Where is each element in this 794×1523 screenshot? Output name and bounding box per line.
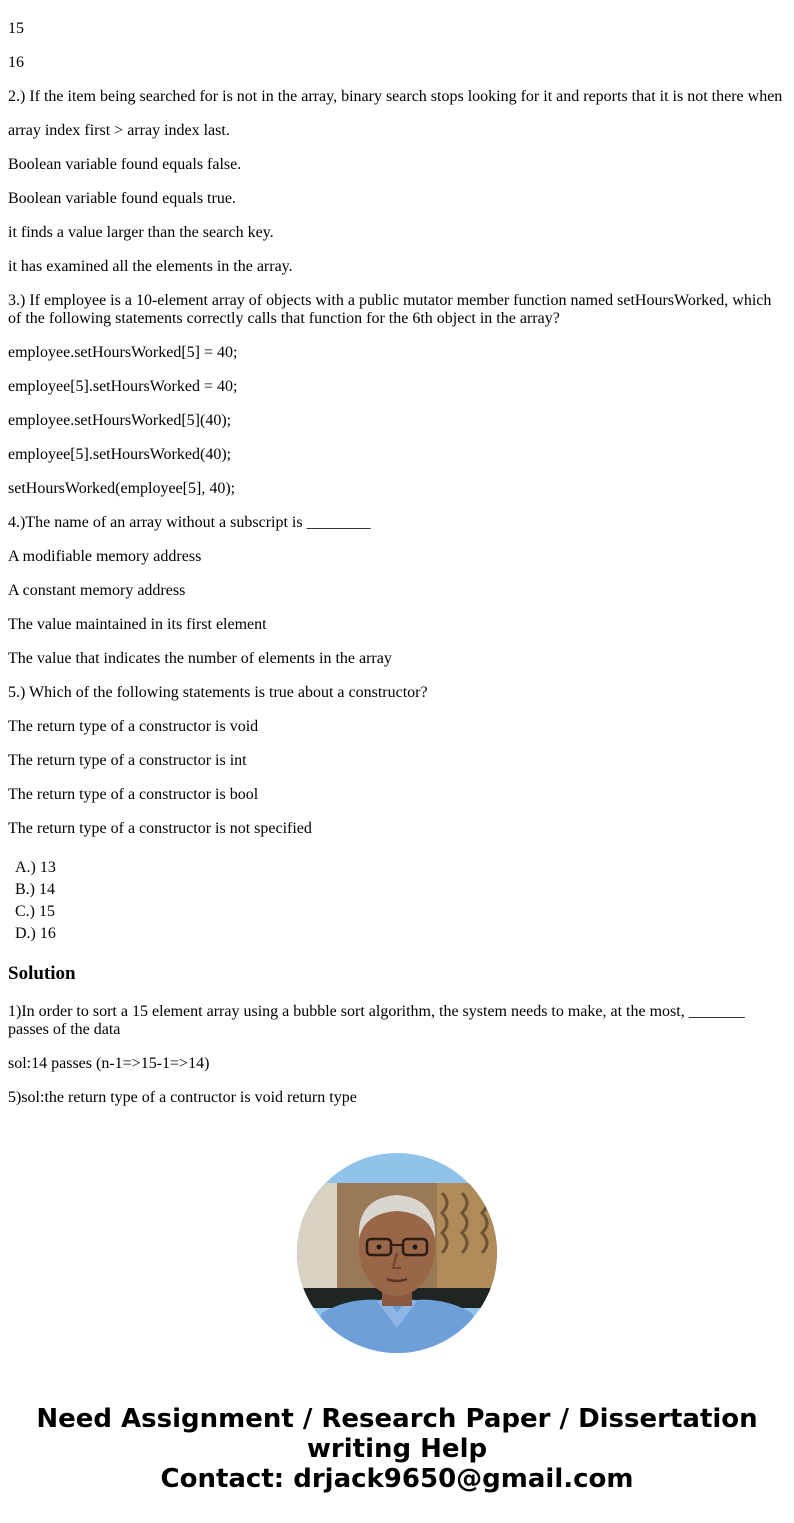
solution-heading: Solution bbox=[8, 963, 76, 984]
list-item: C.) 15 bbox=[15, 903, 55, 920]
footer-contact: Contact: drjack9650@gmail.com bbox=[160, 1464, 634, 1494]
answer-options-list bbox=[15, 857, 56, 945]
option: setHoursWorked(employee[5], 40); bbox=[8, 480, 236, 497]
option: A constant memory address bbox=[8, 582, 186, 599]
footer-contact-banner bbox=[0, 1404, 794, 1494]
option: The return type of a constructor is void bbox=[8, 718, 259, 735]
solution-text: 1)In order to sort a 15 element array using a bubble sort algorithm, the system needs to make, at the most, _______ passes of the data bbox=[8, 1003, 745, 1038]
option: array index first > array index last. bbox=[8, 122, 230, 139]
option: Boolean variable found equals true. bbox=[8, 190, 236, 207]
question-5: 5.) Which of the following statements is true about a constructor? bbox=[8, 684, 428, 701]
solution-text: sol:14 passes (n-1=>15-1=>14) bbox=[8, 1055, 210, 1072]
option: it finds a value larger than the search key. bbox=[8, 224, 274, 241]
question-4: 4.)The name of an array without a subscript is ________ bbox=[8, 514, 371, 531]
solution-text: 5)sol:the return type of a contructor is void return type bbox=[8, 1089, 357, 1106]
option: employee.setHoursWorked[5] = 40; bbox=[8, 344, 238, 361]
option: employee.setHoursWorked[5](40); bbox=[8, 412, 232, 429]
portrait-photo bbox=[297, 1153, 497, 1353]
option: Boolean variable found equals false. bbox=[8, 156, 242, 173]
list-item: 15 bbox=[8, 20, 24, 37]
avatar bbox=[297, 1153, 497, 1353]
option: it has examined all the elements in the array. bbox=[8, 258, 293, 275]
option: employee[5].setHoursWorked = 40; bbox=[8, 378, 238, 395]
option: The value that indicates the number of elements in the array bbox=[8, 650, 392, 667]
question-2: 2.) If the item being searched for is not in the array, binary search stops looking for it and reports that it is not there when bbox=[8, 88, 783, 105]
option: A modifiable memory address bbox=[8, 548, 202, 565]
question-3: 3.) If employee is a 10-element array of objects with a public mutator member function named setHoursWorked, which of the following statements correctly calls that function for the 6th object in the array? bbox=[8, 292, 772, 327]
footer-line: Need Assignment / Research Paper / Dissertation bbox=[36, 1404, 758, 1434]
option: employee[5].setHoursWorked(40); bbox=[8, 446, 232, 463]
option: The return type of a constructor is bool bbox=[8, 786, 259, 803]
list-item: D.) 16 bbox=[15, 925, 56, 942]
option: The return type of a constructor is not specified bbox=[8, 820, 312, 837]
footer-line: writing Help bbox=[306, 1434, 488, 1464]
option: The value maintained in its first element bbox=[8, 616, 267, 633]
list-item: B.) 14 bbox=[15, 881, 55, 898]
option: The return type of a constructor is int bbox=[8, 752, 247, 769]
list-item: A.) 13 bbox=[15, 859, 56, 876]
list-item: 16 bbox=[8, 54, 24, 71]
